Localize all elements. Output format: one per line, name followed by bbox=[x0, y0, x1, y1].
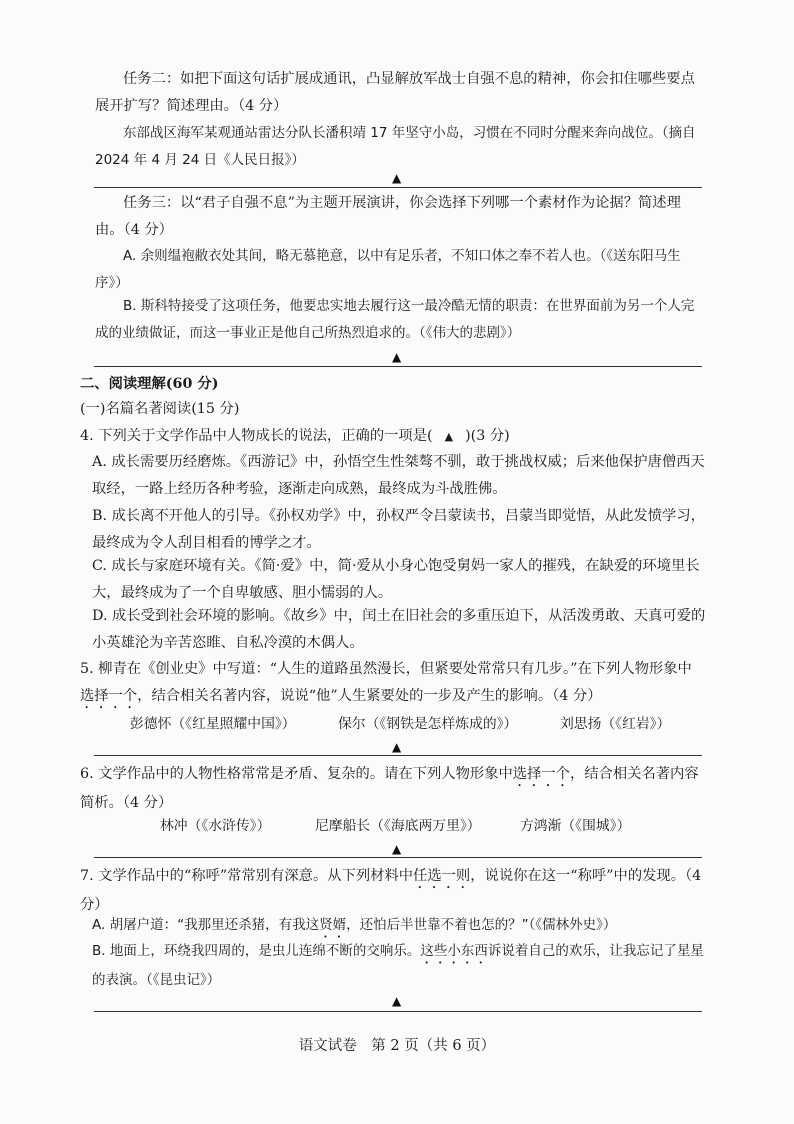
question-7-option-a-text: A. 胡屠户道：“我那里还杀猪，有我这 bbox=[92, 917, 320, 933]
task2-prompt: 任务二：如把下面这句话扩展成通讯，凸显解放军战士自强不息的精神，你会扣住哪些要点展开扩写？简述理由。（4 分） bbox=[95, 71, 695, 114]
answer-line bbox=[94, 1011, 702, 1012]
question-5-choice-1: 彭德怀（《红星照耀中国》） bbox=[130, 716, 296, 732]
question-4-option-b: B. 成长离不开他人的引导。《孙权劝学》中，孙权严令吕蒙读书，吕蒙当即觉悟，从此发愤学习，最终成为令人刮目相看的博学之才。 bbox=[92, 508, 705, 551]
answer-marker-triangle: ▲ bbox=[392, 171, 402, 185]
question-7-stem-text: 7. 文学作品中的“称呼”常常别有深意。从下列材料中 bbox=[80, 868, 414, 884]
task3-prompt: 任务三：以“君子自强不息”为主题开展演讲，你会选择下列哪一个素材作为论据？简述理由。（4 分） bbox=[95, 195, 681, 238]
question-5-choice-2: 保尔（《钢铁是怎样炼成的》） bbox=[338, 716, 518, 732]
question-7-emphasis: 任选一则 bbox=[413, 868, 471, 884]
task3-option-a: A. 余则缊袍敝衣处其间，略无慕艳意，以中有足乐者，不知口体之奉不若人也。（《送东阳马生序》） bbox=[95, 248, 681, 291]
answer-marker-triangle: ▲ bbox=[392, 740, 402, 754]
question-4-option-a: A. 成长需要历经磨炼。《西游记》中，孙悟空生性桀骜不驯，敢于挑战权威；后来他保护唐僧西天取经，一路上经历各种考验，逐渐走向成熟，最终成为斗战胜佛。 bbox=[92, 454, 705, 497]
question-6-choice-2: 尼摩船长（《海底两万里》） bbox=[315, 818, 481, 834]
question-5-stem bbox=[80, 656, 705, 712]
question-7-stem bbox=[80, 863, 705, 919]
question-4-option-c: C. 成长与家庭环境有关。《简·爱》中，简·爱从小身心饱受舅妈一家人的摧残，在缺爱的环境里长大，最终成为了一个自卑敏感、胆小懦弱的人。 bbox=[92, 558, 700, 601]
answer-line bbox=[94, 755, 702, 756]
question-4-option-d: D. 成长受到社会环境的影响。《故乡》中，闰土在旧社会的多重压迫下，从活泼勇敢、天真可爱的小英雄沦为辛苦恣睢、自私冷漠的木偶人。 bbox=[92, 608, 706, 651]
question-6-stem-text: 6. 文学作品中的人物性格常常是矛盾、复杂的。请在下列人物形象中 bbox=[80, 766, 513, 782]
question-4-stem bbox=[80, 423, 705, 450]
question-7-option-a bbox=[92, 912, 706, 941]
question-7-option-b-emphasis: 这些小东西 bbox=[420, 943, 488, 959]
answer-marker-triangle: ▲ bbox=[392, 350, 402, 364]
question-7-option-b-tail: 诉说着自己的欢乐，让我忘记了星星的表演。（《昆虫记》） bbox=[92, 943, 704, 988]
answer-marker-triangle: ▲ bbox=[444, 430, 454, 443]
section-subheading: (一)名篇名著阅读(15 分) bbox=[80, 401, 240, 417]
question-7-stem-tail: ，说说你在这一“称呼”中的发现。（4 分） bbox=[80, 868, 702, 913]
question-6-choice-1: 林冲（《水浒传》） bbox=[160, 818, 271, 834]
question-7-option-a-tail: ，还怕后半世靠不着也怎的？”（《儒林外史》） bbox=[346, 917, 617, 933]
question-7-option-a-emphasis: 贤婿 bbox=[319, 917, 347, 933]
answer-line bbox=[94, 857, 702, 858]
question-6-choice-3: 方鸿渐（《围城》） bbox=[520, 818, 631, 834]
question-7-option-b-text: B. 地面上，环绕我四周的，是虫儿连绵不断的交响乐。 bbox=[92, 943, 421, 959]
question-4-stem-text: 4. 下列关于文学作品中人物成长的说法，正确的一项是( bbox=[80, 428, 433, 444]
page-footer: 语文试卷 第 2 页（共 6 页） bbox=[298, 1038, 496, 1054]
question-5-choice-3: 刘思扬（《红岩》） bbox=[560, 716, 671, 732]
question-7-option-b bbox=[92, 938, 706, 994]
answer-marker-triangle: ▲ bbox=[392, 842, 402, 856]
task3-option-b: B. 斯科特接受了这项任务，他要忠实地去履行这一最冷酷无情的职责：在世界面前为另一个人完成的业绩做证，而这一事业正是他自己所热烈追求的。（《伟大的悲剧》） bbox=[95, 298, 695, 341]
answer-line bbox=[94, 366, 702, 367]
question-6-stem-tail: ，结合相关名著内容简析。（4 分） bbox=[80, 766, 699, 811]
task2-material: 东部战区海军某观通站雷达分队长潘积靖 17 年坚守小岛，习惯在不同时分醒来奔向战位。（摘自 2024 年 4 月 24 日《人民日报》） bbox=[95, 125, 696, 168]
question-5-stem-text: 5. 柳青在《创业史》中写道：“人生的道路虽然漫长，但紧要处常常只有几步。”在下列人物形象中 bbox=[80, 661, 692, 677]
question-6-stem bbox=[80, 761, 705, 817]
question-6-emphasis: 选择一个 bbox=[512, 766, 570, 782]
question-5-stem-tail: ，结合相关名著内容，说说“他”人生紧要处的一步及产生的影响。（4 分） bbox=[137, 688, 602, 704]
section-heading: 二、阅读理解(60 分) bbox=[80, 376, 219, 392]
question-5-emphasis: 选择一个 bbox=[80, 688, 138, 704]
question-4-score: )(3 分) bbox=[465, 428, 510, 444]
answer-line bbox=[94, 187, 702, 188]
answer-marker-triangle: ▲ bbox=[392, 994, 402, 1008]
